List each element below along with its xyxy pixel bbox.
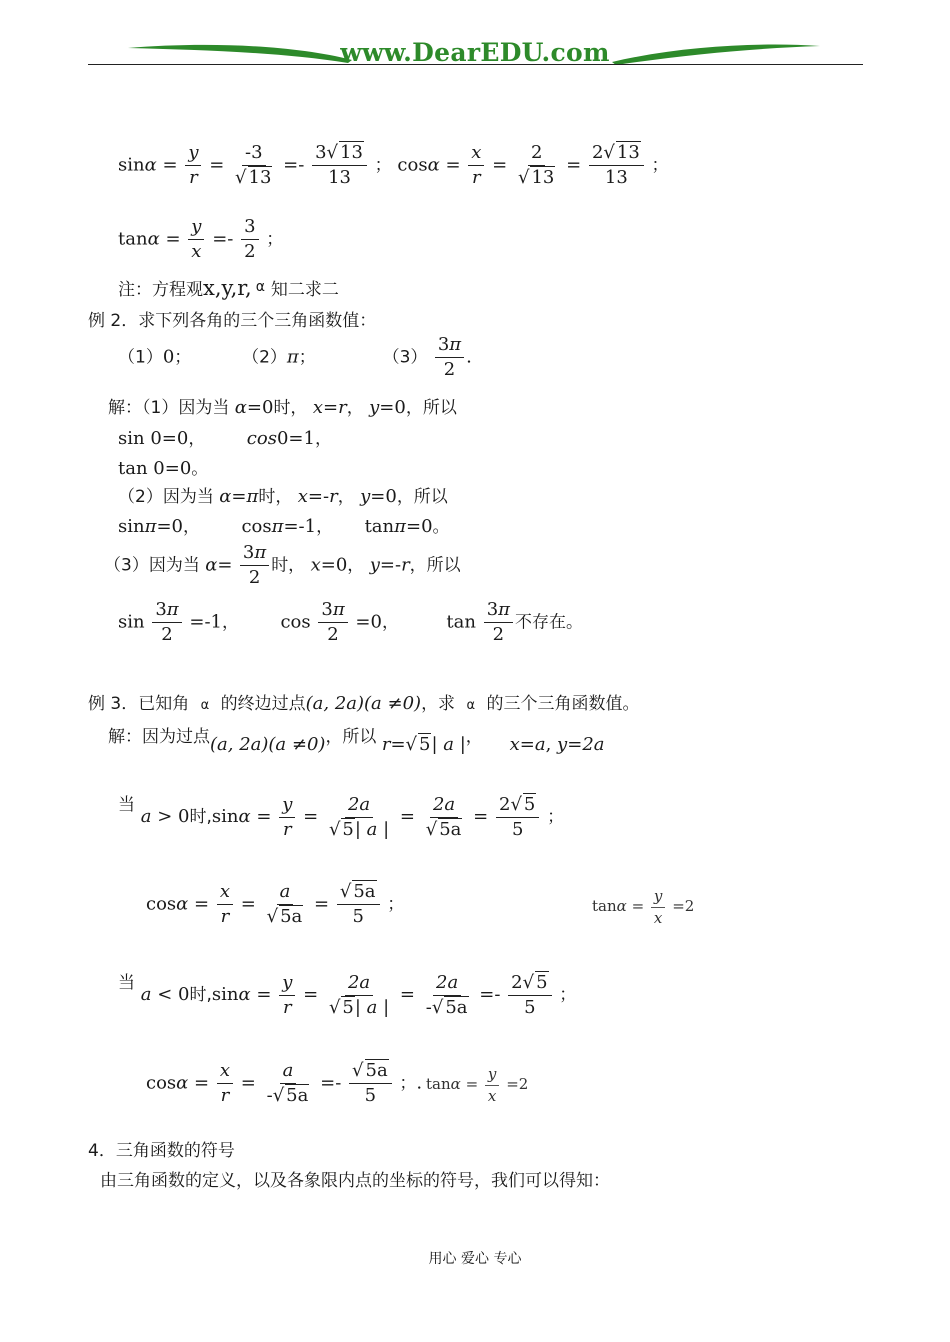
solution-2-3: （3）因为当 α= $\frac{3\pi}{2}$ 时， x=0， y=-r，所以 bbox=[104, 542, 461, 588]
case-a-positive-cos: cosα = $\frac{x}{r}$ = $\frac{a}{√ 5a}$ = $\frac{√ 5a}{5}$ ； bbox=[146, 881, 405, 927]
solution-3-intro: 解：因为过点(a, 2a)(a ≠0)，所以 r=√ 5| a |， x=a, y=2a bbox=[108, 727, 605, 755]
note-line: 注：方程观x,y,r, α 知二求二 bbox=[118, 276, 339, 300]
case-a-positive-sin: 当 a > 0时,sinα = $\frac{y}{r}$ = $\frac{2a}{√ 5| a |}$ = $\frac{2a}{√ 5a}$ = $\frac{2√ 5}{5}$ ； bbox=[118, 793, 565, 840]
solution-2-1-tan: tan 0=0。 bbox=[118, 458, 209, 479]
solution-2-2: （2）因为当 α=π时， x=-r， y=0，所以 bbox=[118, 486, 448, 507]
example-3-title: 例 3．已知角 α 的终边过点(a, 2a)(a ≠0)，求 α 的三个三角函数值。 bbox=[88, 693, 640, 714]
case-a-negative-tan: tanα = $\frac{y}{x}$ =2 bbox=[426, 1065, 529, 1105]
solution-2-1: 解：（1）因为当 α=0时， x=r， y=0，所以 bbox=[108, 397, 457, 418]
header-rule bbox=[88, 64, 863, 65]
solution-2-2-values: sinπ=0， cosπ=-1， tanπ=0。 bbox=[118, 516, 450, 537]
eq-sin-cos-row: sinα = $\frac{y}{r}$ = $\frac{-3}{√ 13}$ =- $\frac{3√ 13}{13}$ ； cosα = $\frac{x}{r}$ = $\frac{2}{√ 13}$ = $\frac{2√ 13}{13}$ ； bbox=[118, 142, 669, 188]
case-a-negative-sin: 当 a < 0时,sinα = $\frac{y}{r}$ = $\frac{2a}{√ 5| a |}$ = $\frac{2a}{-√ 5a}$ =- $\frac{2√ 5}{5}$ ； bbox=[118, 971, 577, 1018]
example-2-parts: （1）0； （2）π； （3） $\frac{3\pi}{2}$ . bbox=[118, 334, 472, 380]
site-logo-text: www.DearEDU.com bbox=[340, 38, 610, 67]
page-footer: 用心 爱心 专心 bbox=[428, 1251, 522, 1267]
section-4-title: 4．三角函数的符号 bbox=[88, 1141, 235, 1161]
solution-2-1-sincos: sin 0=0， cos0=1， bbox=[118, 428, 332, 449]
eq-tan-row: tanα = $\frac{y}{x}$ =- $\frac{3}{2}$ ； bbox=[118, 216, 284, 262]
solution-2-3-values: sin $\frac{3\pi}{2}$ =-1， cos $\frac{3\pi}{2}$ =0， tan $\frac{3\pi}{2}$ 不存在。 bbox=[118, 599, 583, 645]
case-a-positive-tan: tanα = $\frac{y}{x}$ =2 bbox=[592, 887, 695, 927]
example-2-title: 例 2．求下列各角的三个三角函数值： bbox=[88, 311, 377, 331]
section-4-body: 由三角函数的定义，以及各象限内点的坐标的符号，我们可以得知： bbox=[100, 1171, 610, 1191]
case-a-negative-cos: cosα = $\frac{x}{r}$ = $\frac{a}{-√ 5a}$ =- $\frac{√ 5a}{5}$ ；. bbox=[146, 1060, 423, 1106]
